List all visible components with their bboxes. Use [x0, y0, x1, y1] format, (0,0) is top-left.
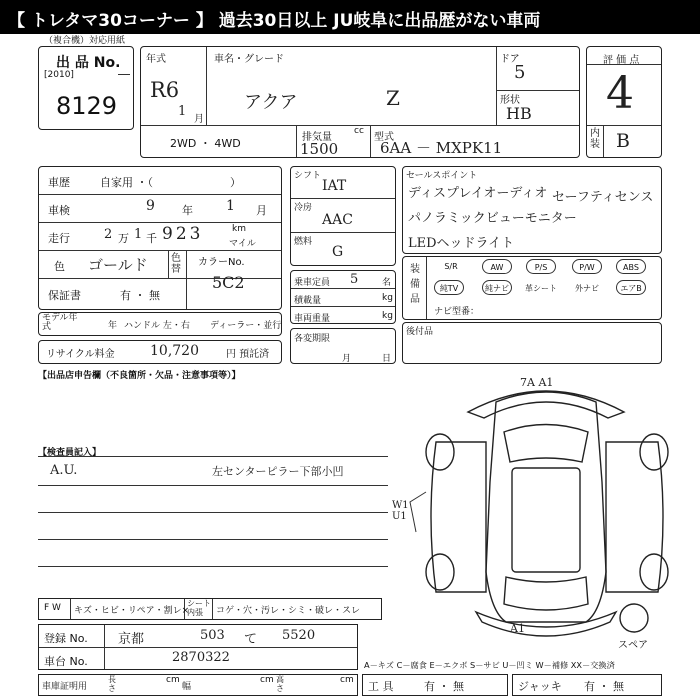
model-label: 車名・グレード: [214, 54, 284, 65]
cap-line-1: [291, 288, 395, 289]
inspection-month-unit: 月: [256, 204, 267, 217]
lot-number: 8129: [56, 92, 118, 120]
equip-navi-text: 純ナビ: [485, 284, 509, 293]
mileage-rest: 923: [162, 224, 204, 244]
doors-value: 5: [514, 62, 526, 83]
row-line-2: [39, 222, 281, 223]
load-unit: kg: [382, 293, 393, 303]
diagram-front-marks: 7A A1: [520, 376, 554, 389]
cap-line-2: [291, 306, 395, 307]
tools-label: 工 具: [368, 680, 394, 693]
fw-div-1: [70, 599, 71, 619]
capacity-unit: 名: [382, 278, 392, 288]
model-grade: Z: [386, 86, 400, 110]
div-drive: [296, 126, 297, 157]
car-front-bumper: [468, 391, 624, 418]
inspector-note-1: A.U.: [50, 463, 78, 478]
equip-tv: [434, 280, 464, 295]
fw-label: F W: [44, 603, 61, 613]
model-name: アクア: [244, 92, 298, 113]
div-year: [206, 47, 207, 125]
reg-div: [104, 625, 105, 669]
shape-label: 形状: [500, 95, 520, 106]
weight-unit: kg: [382, 311, 393, 321]
equip-sr: S/R: [444, 262, 458, 271]
equip-divider: [426, 257, 427, 319]
lot-underline: [118, 74, 130, 75]
color-label: 色: [54, 260, 65, 273]
registration-number: 5520: [282, 628, 316, 643]
certificate-width: 幅: [182, 682, 192, 692]
expiry-day-unit: 日: [382, 354, 392, 364]
div-cc: [370, 126, 371, 157]
wheel-fl: [426, 434, 454, 470]
row-line-4: [39, 278, 281, 279]
year-month-unit: 月: [194, 114, 204, 125]
inspector-line-4: [38, 566, 388, 567]
car-left-side: [431, 442, 486, 592]
equip-ps: [526, 259, 556, 274]
jack-label: ジャッキ: [518, 680, 562, 693]
year-label: 年式: [146, 54, 166, 65]
equip-aw-text: AW: [490, 263, 504, 272]
equipment-label: 装備品: [410, 264, 420, 305]
diagram-side-marks: W1 U1: [392, 500, 409, 522]
navi-model-label: ナビ型番：: [434, 307, 480, 317]
interior-label: 内装: [590, 128, 600, 150]
fw-div-3: [212, 599, 213, 619]
wheel-rl: [426, 554, 454, 590]
color-change-label: 色替: [171, 253, 181, 275]
handle-text: ハンドル 左・右: [124, 321, 190, 331]
lot-year-tag: [2010]: [44, 70, 74, 80]
mileage-man: 2: [104, 227, 113, 242]
car-roof: [512, 468, 580, 572]
capacity-value: 5: [350, 272, 359, 287]
aircon-value: AAC: [322, 212, 353, 228]
car-rear-glass: [504, 577, 588, 610]
car-outline: [486, 392, 606, 622]
recycle-label: リサイクル料金: [46, 349, 115, 360]
registration-class: 503: [200, 628, 225, 643]
color-change-left: [168, 251, 169, 278]
fw-damage: キズ・ヒビ・リペア・割レ×: [74, 606, 190, 616]
spare-tire-icon: [620, 604, 648, 632]
drive-text: 2WD ・ 4WD: [170, 137, 241, 150]
mileage-sen: 1: [134, 227, 143, 242]
mileage-unit-km: km: [232, 224, 246, 234]
registration-label: 登録 No.: [44, 632, 88, 645]
chassis-label: 車台 No.: [44, 655, 88, 668]
inspector-line-3: [38, 539, 388, 540]
certificate-width-unit: cm: [260, 675, 274, 685]
mileage-label: 走行: [48, 232, 70, 245]
shift-line-1: [291, 198, 395, 199]
inspector-label: 【検査員記入】: [38, 448, 102, 458]
certificate-label: 車庫証明用: [42, 682, 88, 692]
mileage-sen-unit: 千: [146, 232, 157, 245]
fuel-value: G: [332, 244, 344, 260]
score-value: 4: [606, 68, 634, 119]
equip-tv-text: 純TV: [439, 284, 459, 293]
color-change-right: [186, 251, 187, 309]
tools-value: 有 ・ 無: [424, 680, 464, 693]
score-interior-divider: [587, 125, 661, 126]
equip-abs-text: ABS: [623, 263, 639, 272]
sales-line-2: セーフティセンス: [552, 190, 654, 205]
equip-airbag-text: エアB: [620, 284, 642, 293]
doors-label: ドア: [500, 54, 520, 65]
equip-airbag: [616, 280, 646, 295]
sales-line-1: ディスプレイオーディオ: [408, 186, 548, 201]
equip-navi: [482, 280, 512, 295]
certificate-length: 長さ: [108, 675, 116, 693]
equip-ext-navi: 外ナビ: [575, 284, 599, 293]
row-line-3: [39, 250, 281, 251]
retrofit-label: 後付品: [406, 327, 434, 337]
chassis-value: 2870322: [172, 650, 230, 665]
equip-abs: [616, 259, 646, 274]
inspector-line-1: [38, 485, 388, 486]
model-code-value: 6AA － MXPK11: [380, 139, 503, 157]
recycle-unit: 円 預託済: [226, 349, 270, 360]
interior-value: B: [616, 130, 630, 152]
model-year-unit: 年: [108, 321, 118, 331]
displacement-unit: cc: [354, 126, 364, 136]
displacement-value: 1500: [300, 140, 339, 158]
inspection-label: 車検: [48, 204, 70, 217]
certificate-height-unit: cm: [340, 675, 354, 685]
car-rear-bumper: [476, 612, 616, 636]
shift-value: IAT: [322, 178, 347, 194]
seat-label: シート内張: [187, 599, 211, 617]
inspector-line-2: [38, 512, 388, 513]
row-line-1: [39, 194, 281, 195]
warranty-label: 保証書: [48, 289, 81, 302]
certificate-height: 高さ: [276, 675, 284, 693]
wheel-fr: [640, 434, 668, 470]
sales-label: セールスポイント: [406, 171, 478, 181]
expiry-label: 各変期限: [294, 334, 331, 344]
wheel-rr: [640, 554, 668, 590]
dealer-text: ディーラー・並行: [210, 321, 282, 331]
sales-line-3: パノラミックビューモニター: [408, 211, 577, 226]
spare-label: スペア: [618, 640, 648, 651]
header-note: （複合機）対応用紙: [44, 36, 126, 46]
color-code-label: カラーNo.: [198, 257, 245, 268]
equip-leather: 革シート: [525, 284, 557, 293]
side-mark-line: [410, 492, 426, 532]
aircon-label: 冷房: [294, 203, 313, 213]
year-month-value: 1: [178, 104, 187, 119]
capacity-label: 乗車定員: [294, 278, 331, 288]
damage-legend: A－キズ C－腐食 E－エクボ S－サビ U－凹ミ W－補修 XX－交換済: [364, 660, 615, 670]
seller-notes-label: 【出品店申告欄（不良箇所・欠品・注意事項等）】: [38, 371, 241, 381]
banner-title: 【 トレタマ30コーナー 】 過去30日以上 JU岐阜に出品歴がない車両: [8, 11, 541, 31]
shape-value: HB: [506, 104, 532, 123]
sales-line-4: LEDヘッドライト: [408, 236, 515, 251]
lot-label: 出 品 No.: [56, 55, 121, 71]
inspector-note-2: 左センターピラー下部小凹: [212, 465, 344, 478]
history-value: 自家用 ・（ ）: [100, 176, 241, 189]
displacement-label: 排気量: [302, 132, 332, 143]
car-right-side: [606, 442, 663, 592]
seat-issues: コゲ・穴・汚レ・シミ・破レ・スレ: [216, 606, 361, 616]
shift-line-2: [291, 232, 395, 233]
color-value: ゴールド: [88, 256, 148, 274]
equip-pw: [572, 259, 602, 274]
history-label: 車歴: [48, 176, 70, 189]
score-interior-vdivider: [603, 126, 604, 157]
inspection-year: 9: [146, 198, 155, 214]
div-doors: [496, 47, 497, 125]
mileage-man-unit: 万: [118, 232, 129, 245]
warranty-value: 有 ・ 無: [120, 289, 160, 302]
inspection-month: 1: [226, 198, 235, 214]
registration-kana: て: [244, 632, 258, 647]
certificate-length-unit: cm: [166, 675, 180, 685]
color-code-value: 5C2: [212, 273, 245, 292]
inspection-year-unit: 年: [182, 204, 193, 217]
weight-label: 車両重量: [294, 314, 331, 324]
car-front-glass: [504, 425, 588, 463]
reg-mid-line: [39, 647, 357, 648]
score-label: 評 価 点: [603, 55, 640, 66]
retrofit-box: [402, 322, 662, 364]
shift-label: シフト: [294, 171, 322, 181]
mileage-unit-mile: マイル: [229, 239, 256, 249]
model-year-label: モデル年式: [42, 313, 78, 332]
year-value: R6: [150, 78, 180, 102]
equip-pw-text: P/W: [579, 263, 595, 272]
diagram-rear-mark: A1: [510, 622, 525, 635]
expiry-unit: 月: [342, 354, 352, 364]
car-damage-diagram: [396, 372, 696, 662]
recycle-value: 10,720: [150, 343, 199, 359]
jack-value: 有 ・ 無: [584, 680, 624, 693]
model-code-label: 型式: [374, 132, 394, 143]
fuel-label: 燃料: [294, 237, 313, 247]
equip-ps-text: P/S: [534, 263, 548, 272]
load-label: 積載量: [294, 296, 322, 306]
equip-aw: [482, 259, 512, 274]
registration-area: 京都: [118, 632, 145, 647]
